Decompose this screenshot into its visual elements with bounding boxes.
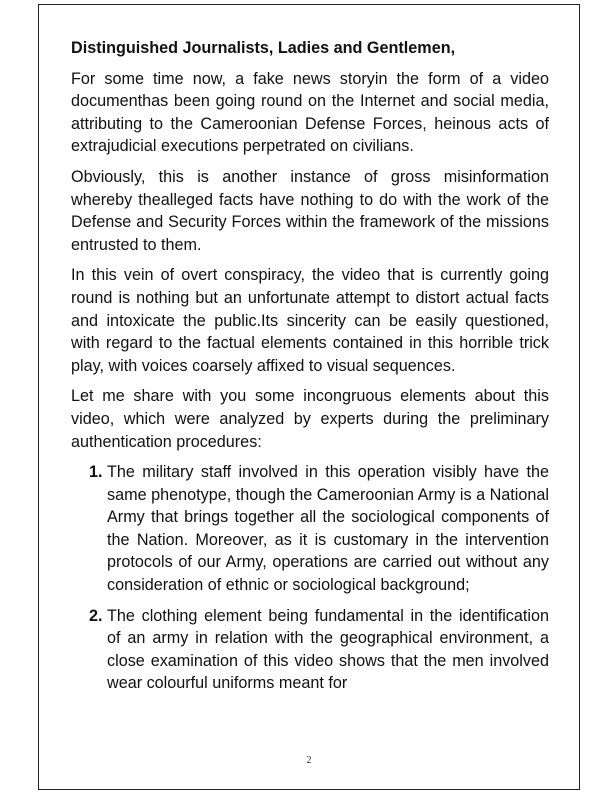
document-body: [71, 37, 549, 703]
list-item-number: 2.: [89, 606, 103, 625]
document-page: [38, 4, 580, 790]
salutation: Distinguished Journalists, Ladies and Gentlemen,: [71, 39, 456, 57]
list-item-number: 1.: [89, 463, 103, 482]
page-number: 2: [306, 755, 312, 766]
numbered-list: [71, 461, 549, 695]
paragraph-intro: For some time now, a fake news storyin the form of a video documenthas been going round on the Internet and social media, attributing to the Cameroonian Defense Forces, heinous acts of extrajudicial executions perpetrated on civilians.: [71, 69, 549, 156]
paragraph-elements-intro: Let me share with you some incongruous elements about this video, which were analyzed by experts during the preliminary authentication procedures:: [71, 387, 549, 451]
paragraph-misinformation: Obviously, this is another instance of gross misinformation whereby thealleged facts have nothing to do with the work of the Defense and Security Forces within the framework of the missions entrusted to them.: [71, 167, 549, 254]
list-item-text: The military staff involved in this operation visibly have the same phenotype, though the Cameroonian Army is a National Army that brings together all the sociological components of the Nation. Moreover, as it is customary in the intervention protocols of our Army, operations are carried out without any consideration of ethnic or sociological background;: [107, 463, 549, 595]
list-item: [71, 605, 549, 695]
paragraph-conspiracy: In this vein of overt conspiracy, the video that is currently going round is nothing but an unfortunate attempt to distort actual facts and intoxicate the public.Its sincerity can be easily questioned, with regard to the factual elements contained in this horrible trick play, with voices coarsely affixed to visual sequences.: [71, 266, 549, 375]
list-item-text: The clothing element being fundamental in the identification of an army in relation with the geographical environment, a close examination of this video shows that the men involved wear colourful uniforms meant for: [107, 606, 549, 693]
list-item: [71, 461, 549, 597]
